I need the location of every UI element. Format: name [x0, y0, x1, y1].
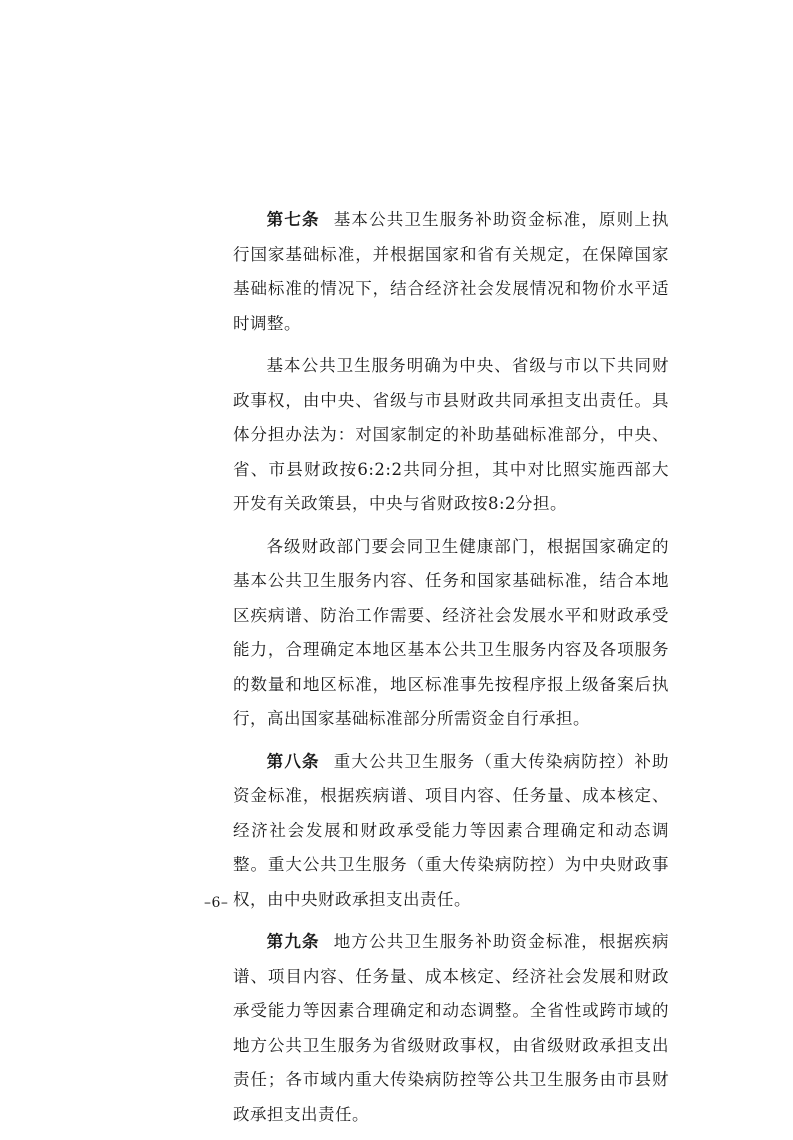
- paragraph-text: 各级财政部门要会同卫生健康部门，根据国家确定的基本公共卫生服务内容、任务和国家基础标准，结合本地区疾病谱、防治工作需要、经济社会发展水平和财政承受能力，合理确定本地区基本公共卫生服务内容及各项服务的数量和地区标准，地区标准事先按程序报上级备案后执行，高出国家基础标准部分所需资金自行承担。: [233, 536, 669, 728]
- paragraph-article-9: [233, 925, 669, 1132]
- page-number: –6–: [204, 895, 229, 911]
- paragraph-text: 重大公共卫生服务（重大传染病防控）补助资金标准，根据疾病谱、项目内容、任务量、成本核定、经济社会发展和财政承受能力等因素合理确定和动态调整。重大公共卫生服务（重大传染病防控）为中央财政事权，由中央财政承担支出责任。: [233, 751, 670, 909]
- article-heading: 第八条: [266, 751, 320, 771]
- paragraph-article-8: [233, 745, 669, 918]
- paragraph-text: 基本公共卫生服务补助资金标准，原则上执行国家基础标准，并根据国家和省有关规定，在保障国家基础标准的情况下，结合经济社会发展情况和物价水平适时调整。: [233, 210, 670, 333]
- article-heading: 第七条: [266, 210, 320, 229]
- paragraph-text: 基本公共卫生服务明确为中央、省级与市以下共同财政事权，由中央、省级与市县财政共同承担支出责任。具体分担办法为：对国家制定的补助基础标准部分，中央、省、市县财政按6:2:2共同分担，其中对比照实施西部大开发有关政策县，中央与省财政按8:2分担。: [233, 356, 669, 513]
- paragraph-text: 地方公共卫生服务补助资金标准，根据疾病谱、项目内容、任务量、成本核定、经济社会发展和财政承受能力等因素合理确定和动态调整。全省性或跨市域的地方公共卫生服务为省级财政事权，由省级财政承担支出责任；各市域内重大传染病防控等公共卫生服务由市县财政承担支出责任。: [233, 932, 670, 1124]
- article-heading: 第九条: [266, 932, 320, 951]
- paragraph-article-7: [233, 203, 669, 341]
- paragraph-article-7-cost-sharing: [233, 349, 669, 522]
- body-text: [233, 203, 669, 1140]
- paragraph-article-7-local-standards: [233, 530, 669, 737]
